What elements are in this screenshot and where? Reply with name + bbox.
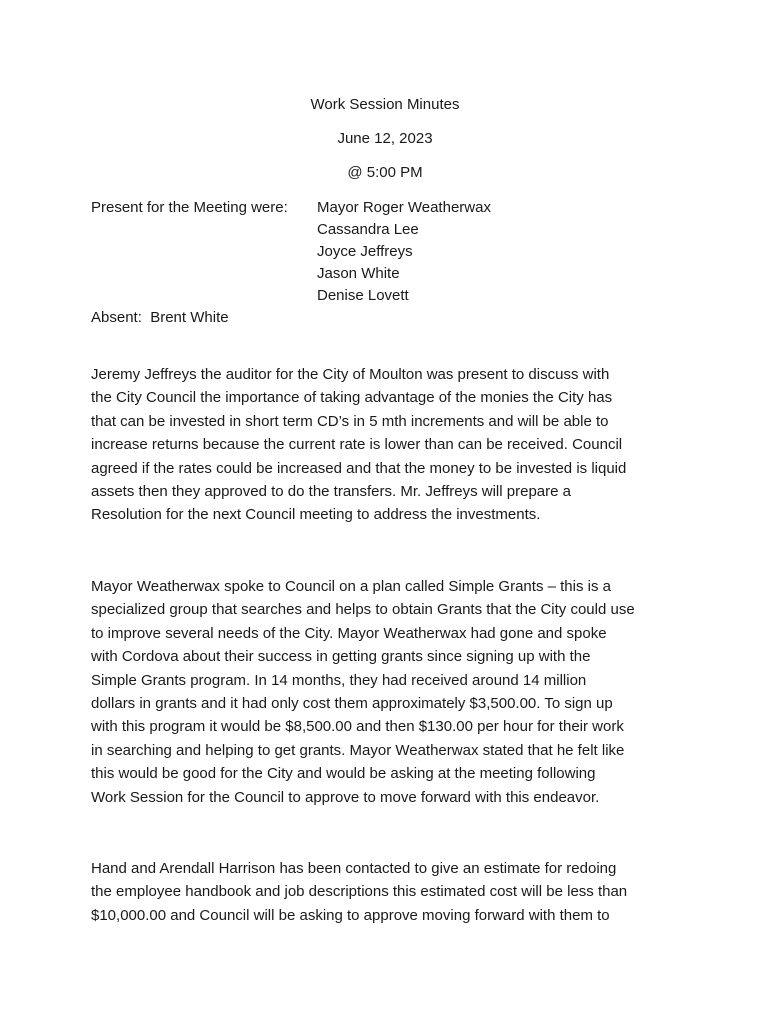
absent-line: [91, 307, 229, 329]
absent-name: Brent White: [150, 309, 229, 326]
present-label: Present for the Meeting were:: [91, 199, 288, 216]
meeting-time: @ 5:00 PM: [347, 164, 423, 181]
attendee-list: [317, 197, 491, 307]
paragraph-line: Jeremy Jeffreys the auditor for the City of Moulton was present to discuss with: [91, 366, 610, 383]
paragraph-line: specialized group that searches and helps to obtain Grants that the City could use: [91, 601, 635, 619]
paragraph-line: assets then they approved to do the transfers. Mr. Jeffreys will prepare a: [91, 482, 571, 500]
paragraph-line: in searching and helping to get grants. Mayor Weatherwax stated that he felt like: [91, 741, 625, 759]
attendee-name: Mayor Roger Weatherwax: [317, 199, 491, 216]
paragraph-line: Mayor Weatherwax spoke to Council on a plan called Simple Grants – this is a: [91, 578, 611, 595]
paragraph-line: to improve several needs of the City. Mayor Weatherwax had gone and spoke: [91, 624, 607, 642]
paragraph-simple-grants: [91, 575, 691, 809]
paragraph-line: $10,000.00 and Council will be asking to approve moving forward with them to: [91, 906, 610, 924]
paragraph-line: with this program it would be $8,500.00 and then $130.00 per hour for their work: [91, 718, 624, 736]
attendee-name: Joyce Jeffreys: [317, 243, 413, 260]
paragraph-investments: [91, 363, 691, 527]
meeting-date: June 12, 2023: [337, 130, 433, 147]
paragraph-line: agreed if the rates could be increased and that the money to be invested is liquid: [91, 459, 627, 477]
paragraph-line: Work Session for the Council to approve to move forward with this endeavor.: [91, 788, 600, 806]
document-title: Work Session Minutes: [310, 96, 460, 113]
paragraph-line: Hand and Arendall Harrison has been contacted to give an estimate for redoing: [91, 860, 617, 877]
paragraph-line: this would be good for the City and would be asking at the meeting following: [91, 765, 596, 783]
paragraph-line: dollars in grants and it had only cost them approximately $3,500.00. To sign up: [91, 694, 613, 712]
paragraph-line: that can be invested in short term CD’s in 5 mth increments and will be able to: [91, 412, 609, 430]
attendee-name: Denise Lovett: [317, 287, 409, 304]
paragraph-line: Resolution for the next Council meeting to address the investments.: [91, 506, 541, 524]
absent-label: Absent:: [91, 309, 142, 326]
attendee-name: Jason White: [317, 265, 400, 282]
attendee-name: Cassandra Lee: [317, 221, 419, 238]
paragraph-line: with Cordova about their success in getting grants since signing up with the: [91, 648, 591, 666]
paragraph-line: increase returns because the current rate is lower than can be received. Council: [91, 436, 623, 454]
paragraph-line: Simple Grants program. In 14 months, they had received around 14 million: [91, 671, 587, 689]
paragraph-line: the employee handbook and job descriptions this estimated cost will be less than: [91, 883, 628, 901]
paragraph-line: the City Council the importance of taking advantage of the monies the City has: [91, 389, 613, 407]
paragraph-handbook: [91, 857, 691, 927]
